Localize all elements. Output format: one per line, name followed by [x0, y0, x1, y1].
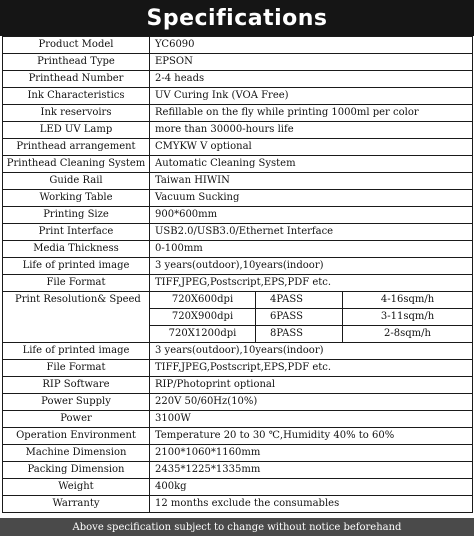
spec-row [3, 190, 473, 207]
spec-row [3, 479, 473, 496]
spec-label: Weight [3, 479, 150, 496]
spec-row [3, 445, 473, 462]
spec-value: 0-100mm [150, 241, 473, 258]
spec-row [3, 428, 473, 445]
spec-value: 2100*1060*1160mm [150, 445, 473, 462]
spec-label: Packing Dimension [3, 462, 150, 479]
resolution-label: Print Resolution& Speed [3, 292, 150, 343]
resolution-pass: 8PASS [256, 326, 343, 343]
resolution-dpi: 720X600dpi [150, 292, 256, 309]
spec-label: Power [3, 411, 150, 428]
spec-label: Ink Characteristics [3, 88, 150, 105]
spec-label: Product Model [3, 37, 150, 54]
spec-label: Printhead arrangement [3, 139, 150, 156]
spec-value: EPSON [150, 54, 473, 71]
resolution-speed: 2-8sqm/h [343, 326, 473, 343]
spec-value: Taiwan HIWIN [150, 173, 473, 190]
spec-row [3, 224, 473, 241]
spec-row [3, 258, 473, 275]
spec-row [3, 71, 473, 88]
spec-label: Printhead Cleaning System [3, 156, 150, 173]
spec-value: Automatic Cleaning System [150, 156, 473, 173]
spec-label: Media Thickness [3, 241, 150, 258]
spec-label: LED UV Lamp [3, 122, 150, 139]
spec-row [3, 275, 473, 292]
spec-value: 400kg [150, 479, 473, 496]
spec-value: Vacuum Sucking [150, 190, 473, 207]
spec-value: 12 months exclude the consumables [150, 496, 473, 513]
resolution-speed: 4-16sqm/h [343, 292, 473, 309]
spec-label: Printhead Type [3, 54, 150, 71]
spec-label: RIP Software [3, 377, 150, 394]
spec-row [3, 394, 473, 411]
spec-label: Operation Environment [3, 428, 150, 445]
page-title: Specifications [0, 0, 474, 36]
resolution-pass: 4PASS [256, 292, 343, 309]
spec-row [3, 241, 473, 258]
spec-row [3, 173, 473, 190]
spec-row [3, 139, 473, 156]
spec-label: Working Table [3, 190, 150, 207]
spec-value: USB2.0/USB3.0/Ethernet Interface [150, 224, 473, 241]
spec-row [3, 343, 473, 360]
spec-value: 3 years(outdoor),10years(indoor) [150, 258, 473, 275]
spec-row [3, 122, 473, 139]
spec-value: 3 years(outdoor),10years(indoor) [150, 343, 473, 360]
spec-value: 900*600mm [150, 207, 473, 224]
spec-label: File Format [3, 275, 150, 292]
spec-label: Guide Rail [3, 173, 150, 190]
spec-table-body [3, 37, 473, 513]
spec-row [3, 88, 473, 105]
spec-value: 3100W [150, 411, 473, 428]
resolution-dpi: 720X900dpi [150, 309, 256, 326]
resolution-speed: 3-11sqm/h [343, 309, 473, 326]
spec-row [3, 377, 473, 394]
spec-label: Life of printed image [3, 258, 150, 275]
spec-label: Warranty [3, 496, 150, 513]
spec-value: TIFF,JPEG,Postscript,EPS,PDF etc. [150, 275, 473, 292]
spec-row [3, 462, 473, 479]
spec-label: Power Supply [3, 394, 150, 411]
spec-label: Machine Dimension [3, 445, 150, 462]
spec-value: YC6090 [150, 37, 473, 54]
spec-value: UV Curing Ink (VOA Free) [150, 88, 473, 105]
spec-value: CMYKW V optional [150, 139, 473, 156]
spec-label: File Format [3, 360, 150, 377]
spec-value: RIP/Photoprint optional [150, 377, 473, 394]
spec-label: Ink reservoirs [3, 105, 150, 122]
spec-table [2, 36, 473, 513]
spec-value: Refillable on the fly while printing 1000ml per color [150, 105, 473, 122]
spec-row [3, 207, 473, 224]
spec-row [3, 105, 473, 122]
spec-row [3, 360, 473, 377]
spec-value: more than 30000-hours life [150, 122, 473, 139]
spec-value: 220V 50/60Hz(10%) [150, 394, 473, 411]
spec-value: TIFF,JPEG,Postscript,EPS,PDF etc. [150, 360, 473, 377]
resolution-pass: 6PASS [256, 309, 343, 326]
spec-row [3, 496, 473, 513]
spec-row [3, 156, 473, 173]
spec-value: Temperature 20 to 30 ℃,Humidity 40% to 60% [150, 428, 473, 445]
spec-value: 2-4 heads [150, 71, 473, 88]
spec-label: Printhead Number [3, 71, 150, 88]
spec-row [3, 37, 473, 54]
resolution-dpi: 720X1200dpi [150, 326, 256, 343]
spec-row [3, 54, 473, 71]
spec-row [3, 411, 473, 428]
spec-label: Life of printed image [3, 343, 150, 360]
spec-label: Print Interface [3, 224, 150, 241]
spec-value: 2435*1225*1335mm [150, 462, 473, 479]
disclaimer-footer: Above specification subject to change without notice beforehand [0, 518, 474, 536]
resolution-row [3, 292, 473, 309]
spec-label: Printing Size [3, 207, 150, 224]
